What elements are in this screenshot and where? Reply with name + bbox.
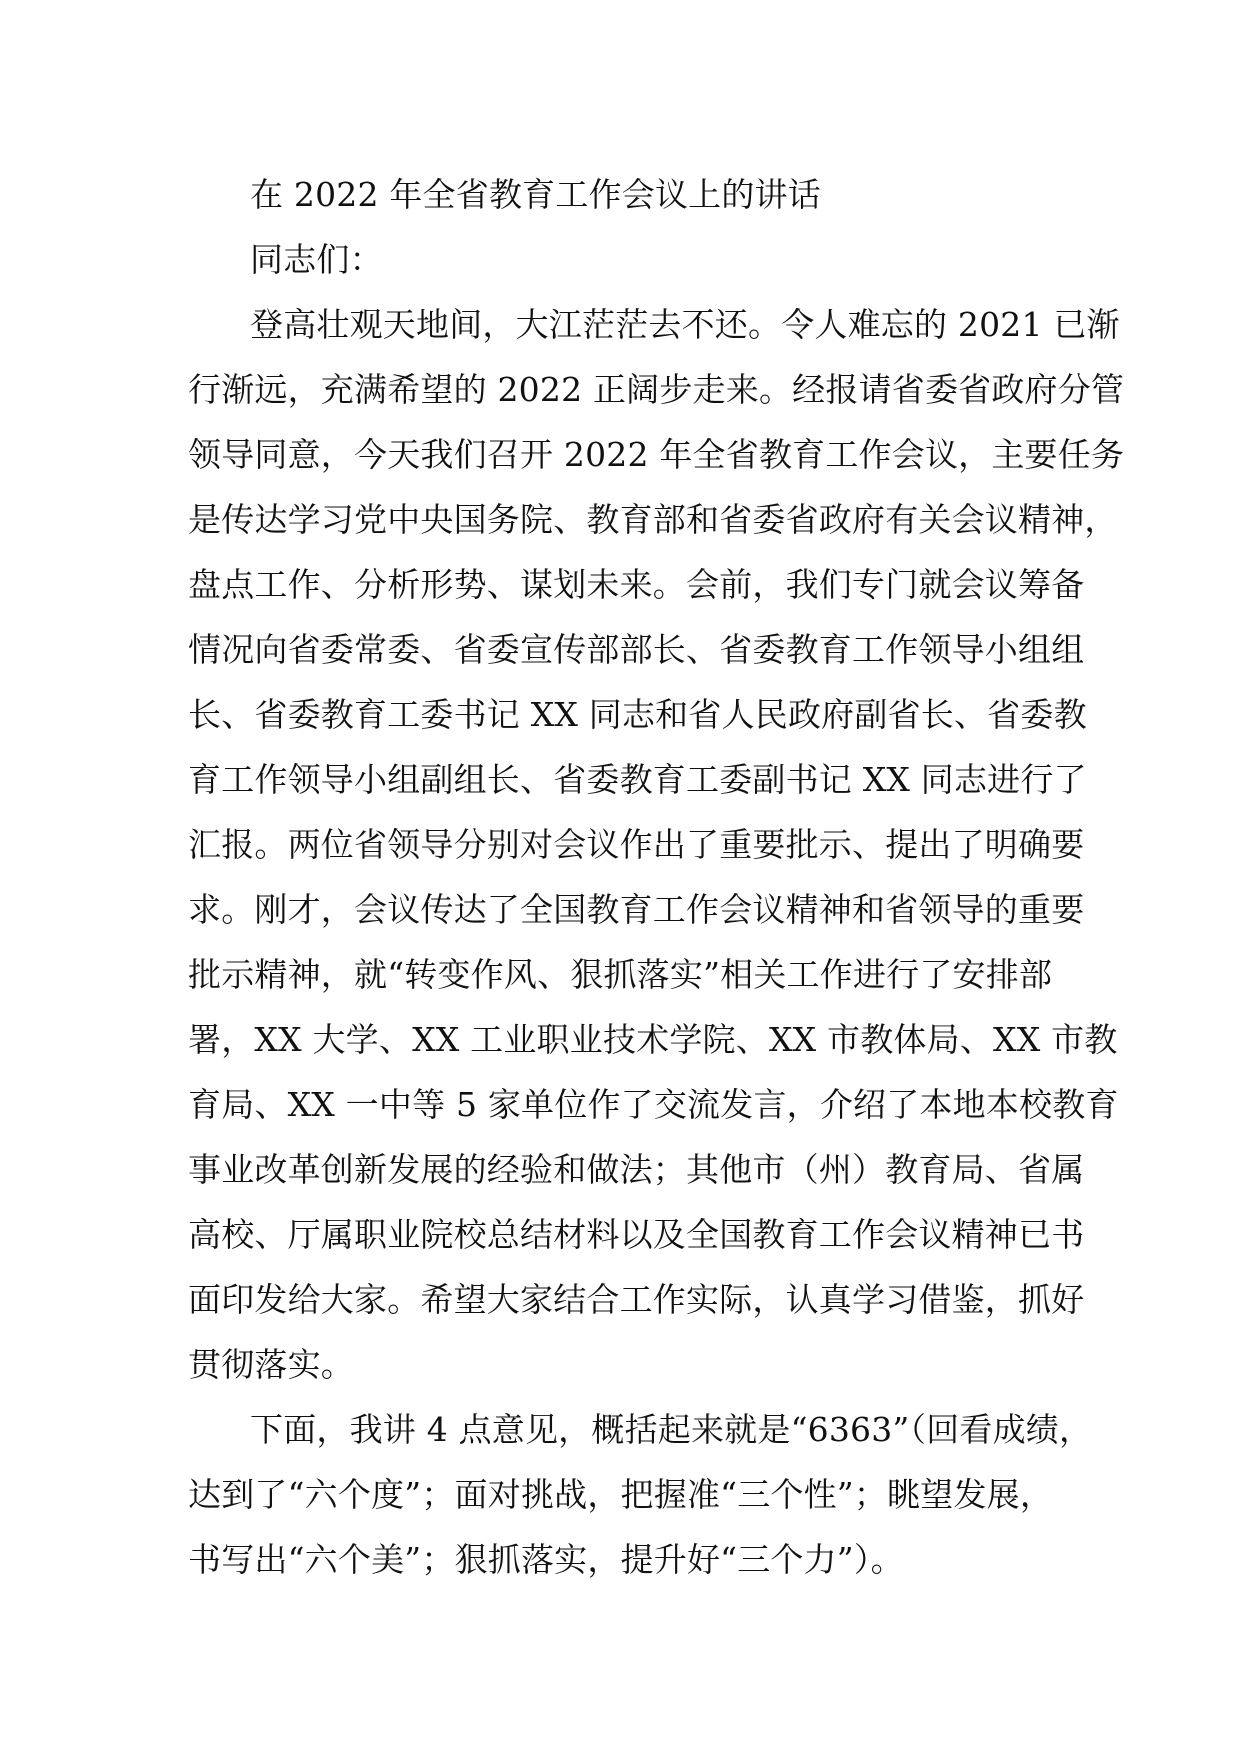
paragraph-line: 高校、厅属职业院校总结材料以及全国教育工作会议精神已书: [188, 1215, 1085, 1254]
paragraph-line: 领导同意，今天我们召开 2022 年全省教育工作会议，主要任务: [188, 435, 1125, 474]
paragraph-line: 是传达学习党中央国务院、教育部和省委省政府有关会议精神，: [188, 500, 1118, 539]
paragraph-opening: [188, 292, 1125, 1397]
paragraph-line: 盘点工作、分析形势、谋划未来。会前，我们专门就会议筹备: [188, 565, 1085, 604]
paragraph-line: 登高壮观天地间，大江茫茫去不还。令人难忘的 2021 已渐: [250, 305, 1120, 344]
paragraph-line: 批示精神，就“转变作风、狠抓落实”相关工作进行了安排部: [188, 955, 1053, 994]
paragraph-line: 汇报。两位省领导分别对会议作出了重要批示、提出了明确要: [188, 825, 1085, 864]
paragraph-line: 事业改革创新发展的经验和做法；其他市（州）教育局、省属: [188, 1150, 1085, 1189]
paragraph-line: 贯彻落实。: [188, 1345, 354, 1384]
paragraph-line: 育工作领导小组副组长、省委教育工委副书记 XX 同志进行了: [188, 760, 1087, 799]
paragraph-line: 长、省委教育工委书记 XX 同志和省人民政府副省长、省委教: [188, 695, 1087, 734]
paragraph-outline: [188, 1397, 1093, 1592]
paragraph-line: 育局、XX 一中等 5 家单位作了交流发言，介绍了本地本校教育: [188, 1085, 1119, 1124]
paragraph-line: 下面，我讲 4 点意见，概括起来就是“6363”（回看成绩，: [250, 1410, 1093, 1449]
paragraph-line: 求。刚才，会议传达了全国教育工作会议精神和省领导的重要: [188, 890, 1085, 929]
paragraph-line: 署，XX 大学、XX 工业职业技术学院、XX 市教体局、XX 市教: [188, 1020, 1118, 1059]
paragraph-line: 面印发给大家。希望大家结合工作实际，认真学习借鉴，抓好: [188, 1280, 1085, 1319]
document-title: 在 2022 年全省教育工作会议上的讲话: [250, 175, 821, 214]
paragraph-line: 行渐远，充满希望的 2022 正阔步走来。经报请省委省政府分管: [188, 370, 1125, 409]
paragraph-line: 情况向省委常委、省委宣传部部长、省委教育工作领导小组组: [188, 630, 1085, 669]
salutation: 同志们：: [250, 240, 383, 279]
paragraph-line: 书写出“六个美”；狠抓落实，提升好“三个力”）。: [188, 1540, 904, 1579]
document-body: [188, 162, 1125, 1592]
paragraph-line: 达到了“六个度”；面对挑战，把握准“三个性”；眺望发展，: [188, 1475, 1054, 1514]
